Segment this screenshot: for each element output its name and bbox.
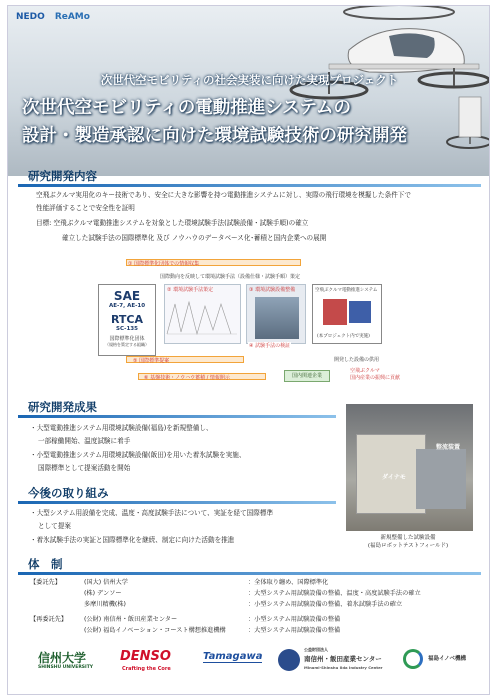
motor-red-block: [323, 299, 347, 325]
test-chamber-image: [255, 297, 299, 339]
sae-logo: SAE: [113, 289, 141, 303]
research-text: 空飛ぶクルマ実用化のキー技術であり、安全に大きな影響を持つ電動推進システムに対し、実際の飛行環境を模擬した条件下で: [36, 191, 411, 199]
rtca-logo: RTCA: [110, 313, 144, 326]
header-hero: [8, 6, 490, 176]
shinshu-logo-en: SHINSHU UNIVERSITY: [38, 665, 94, 670]
diagram-result: [350, 368, 400, 382]
commissioned-label: 【委託先】: [30, 579, 61, 586]
future-bullet: ・着氷試験手法の実証と国際標準化を継続、制定に向けた活動を推進: [30, 536, 235, 544]
diagram-step-1: ① 国際標準化団体での情報収集: [128, 261, 200, 267]
tamagawa-logo: Tamagawa: [203, 651, 263, 662]
results-bullet-cont: 一部稼働開始、温度試験に着手: [38, 437, 131, 445]
shinshu-logo: 信州大学: [38, 651, 87, 665]
rtca-committee: SC-135: [116, 326, 138, 332]
header-subtitle: 次世代空モビリティの社会実装に向けた実現プロジェクト: [100, 73, 399, 87]
org-name: (公財) 福島イノベーション・コースト構想推進機構: [84, 627, 226, 634]
fukushima-innovation-icon: [403, 649, 423, 669]
denso-logo: DENSO: [120, 649, 171, 664]
reamo-logo: ReAMo: [54, 12, 90, 22]
domestic-companies-box: 国内関連企業: [284, 370, 330, 382]
results-heading-bar: [18, 415, 336, 418]
org-heading: 体 制: [28, 557, 63, 571]
propulsion-system-box: [312, 284, 382, 344]
result-line1: 空飛ぶクルマ: [350, 368, 380, 374]
flow-straightener-label: 整流装置: [436, 444, 461, 451]
future-bullet: ・大型システム用設備を完成、温度・高度試験手法について、実証を経て国際標準: [30, 509, 274, 517]
results-bullet-cont: 国際標準として提案活動を開始: [38, 464, 131, 472]
test-profile-graph: [165, 294, 240, 340]
header-logos: [16, 12, 90, 22]
photo-caption-line2: (福島ロボットテストフィールド): [367, 543, 449, 549]
org-heading-bar: [18, 572, 481, 575]
results-bullet: ・大型電動推進システム用環境試験設備(福島)を新規整備し、: [30, 424, 213, 432]
sae-committees: AE-7, AE-10: [108, 303, 146, 309]
partner-logos: [8, 643, 490, 688]
results-heading: 研究開発成果: [28, 400, 97, 414]
photo-caption: [338, 534, 478, 550]
diagram-step-4: ④ 試験手法の検証: [249, 343, 291, 349]
motor-blue-block: [349, 301, 371, 323]
standards-bodies-box: [98, 284, 156, 356]
header-title-line2: 設計・製造承認に向けた環境試験技術の研究開発: [22, 126, 407, 146]
research-goal: 目標: 空飛ぶクルマ電動推進システムを対象とした環境試験手法(試験設備・試験手順)の確立: [36, 219, 309, 227]
test-facility-photo: [346, 404, 473, 531]
standards-body-note2: （規格を策定する組織）: [105, 342, 149, 347]
research-heading: 研究開発内容: [28, 169, 97, 183]
standards-body-note: 国際標準化団体: [109, 336, 145, 342]
research-text: 性能評価することで安全性を証明: [36, 204, 135, 212]
iida-center-logo-en: Minami-Shinshu Iida Industry Center: [304, 665, 383, 670]
org-name: (国大) 信州大学: [84, 579, 128, 586]
org-role: ：大型システム用試験設備の整備: [248, 627, 341, 634]
propulsion-system-label: 空飛ぶクルマ電動推進システム: [315, 288, 378, 293]
diagram-step-3: ③ 環境試験設備整備: [249, 287, 296, 293]
fukushima-innovation-logo: 福島イノベ機構: [428, 656, 466, 662]
diagram-step-2: ② 環境試験手法策定: [167, 287, 214, 293]
flow-straightener: [416, 449, 466, 509]
iida-center-prefix: 公益財団法人: [304, 647, 328, 652]
research-heading-bar: [18, 184, 481, 187]
photo-caption-line1: 新規整備した試験設備: [380, 535, 436, 541]
denso-tagline: Crafting the Core: [122, 666, 171, 672]
future-heading-bar: [18, 501, 336, 504]
poster: [7, 5, 490, 695]
org-role: ：小型システム用試験設備の整備: [248, 616, 341, 623]
org-role: ：小型システム用試験設備の整備、着氷試験手法の確立: [248, 601, 403, 608]
verification-note: (本プロジェクト内で実施): [317, 334, 370, 339]
dynamo-label: ダイナモ: [382, 474, 406, 481]
org-role: ：全体取り纏め、国際標準化: [248, 579, 329, 586]
results-bullet: ・小型電動推進システム用環境試験設備(飯田)を用いた着氷試験を実施、: [30, 451, 246, 459]
header-title-line1: 次世代空モビリティの電動推進システムの: [22, 98, 351, 118]
diagram-step-6: ⑥ 基盤技術・ノウハウ蓄積 / 情報開示: [144, 375, 230, 381]
org-role: ：大型システム用試験設備の整備、温度・高度試験手法の確立: [248, 590, 421, 597]
recommissioned-label: 【再委託先】: [30, 616, 68, 623]
org-name: 多摩川精機(株): [84, 601, 126, 608]
diagram-step-5: ⑤ 国際標準提案: [133, 358, 170, 364]
nedo-logo: NEDO: [16, 12, 45, 22]
test-facility-box: [246, 284, 306, 344]
iida-center-icon: [278, 649, 300, 671]
iida-center-logo: 南信州・飯田産業センター: [304, 655, 382, 663]
future-heading: 今後の取り組み: [28, 486, 109, 500]
org-name: (株) デンソー: [84, 590, 122, 597]
org-name: (公財) 南信州・飯田産業センター: [84, 616, 178, 623]
facility-sharing-note: 開発した設備の供用: [334, 357, 380, 363]
process-diagram: [98, 261, 408, 394]
result-line2: 国内産業の振興に貢献: [350, 375, 401, 381]
research-goal: 確立した試験手法の国際標準化 及び ノウハウのデータベース化･蓄積と国内企業への展開: [62, 234, 327, 242]
diagram-flow-note: 国際動向を反映して環境試験手法（設備仕様・試験手順）策定: [160, 274, 301, 280]
test-method-box: [164, 284, 241, 344]
future-bullet-cont: として提案: [38, 522, 71, 530]
